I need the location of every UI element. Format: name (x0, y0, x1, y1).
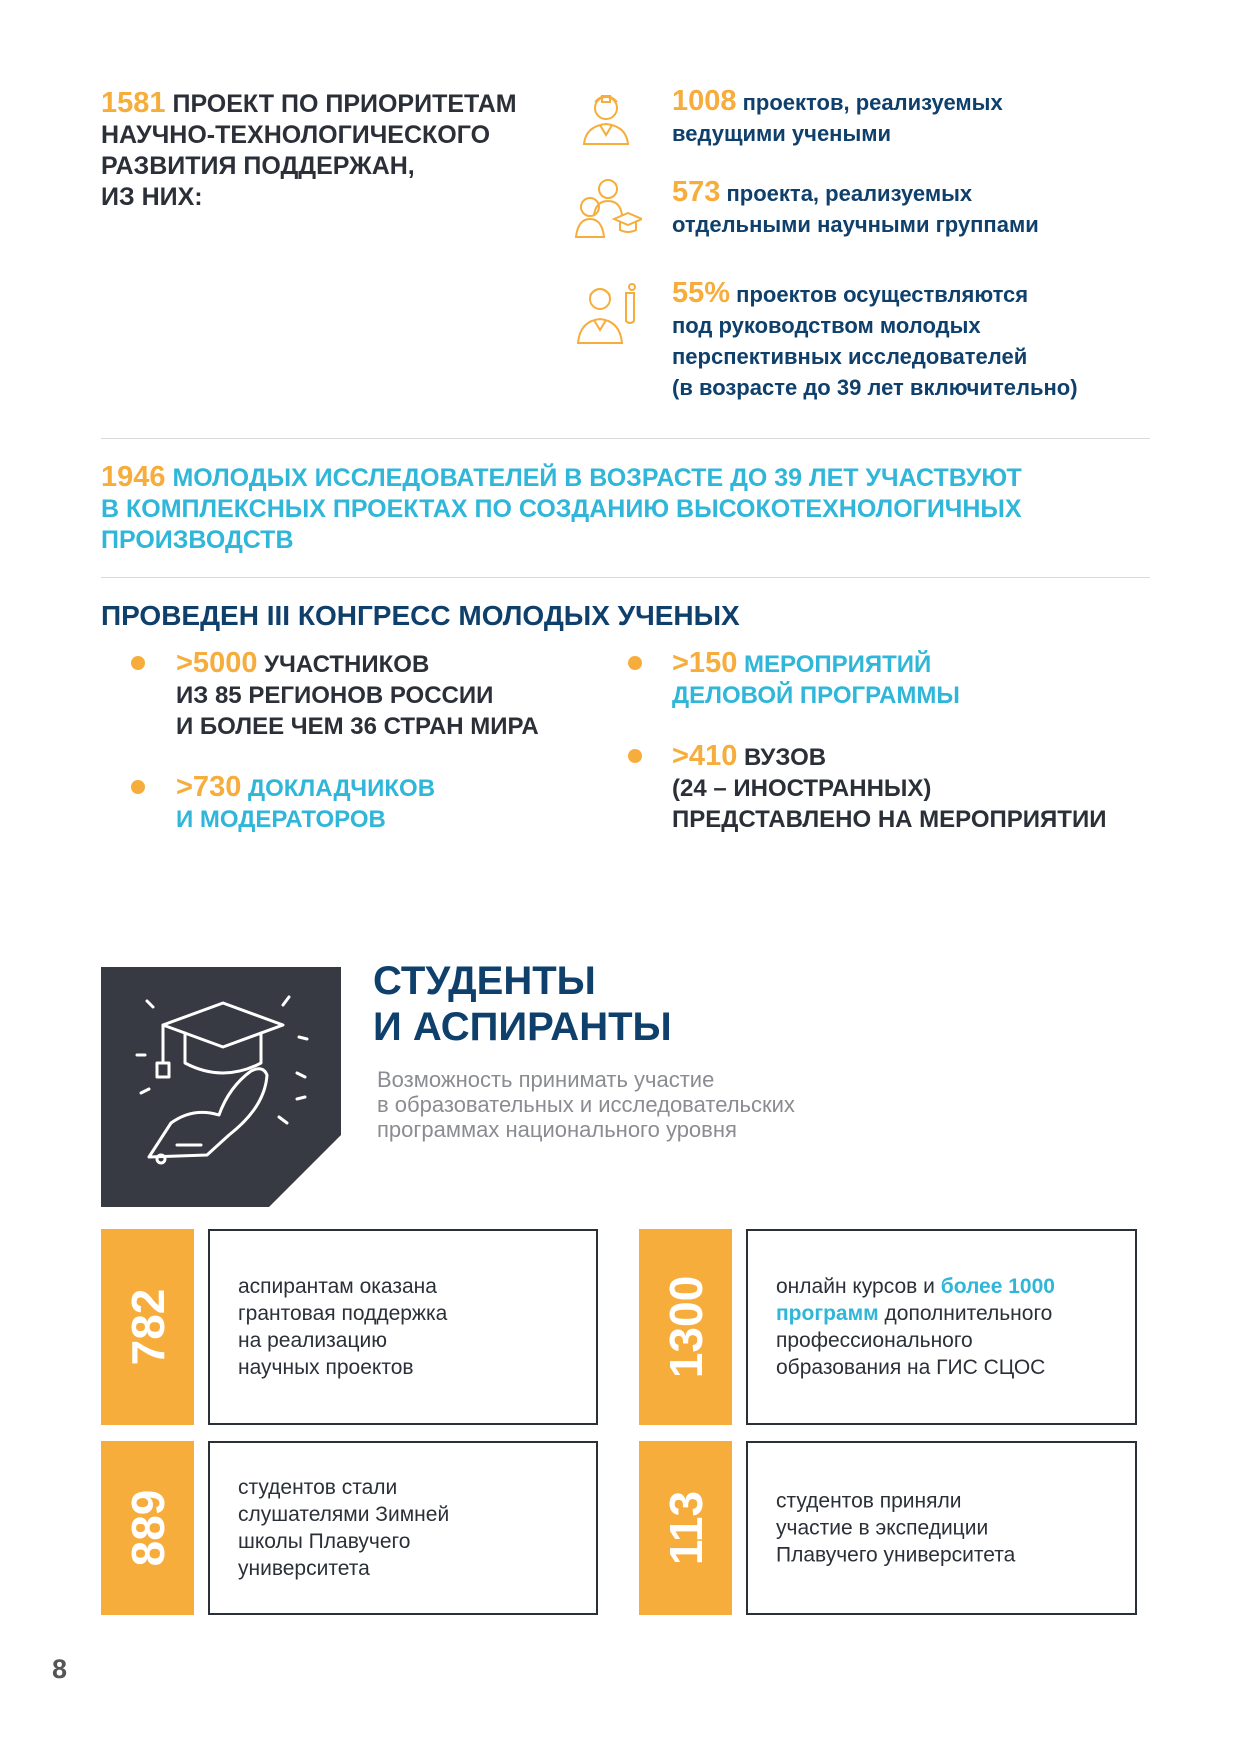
supported-number: 1581 (101, 87, 166, 119)
events-text: МЕРОПРИЯТИЙ (744, 651, 932, 678)
events-line: ДЕЛОВОЙ ПРОГРАММЫ (672, 682, 960, 709)
stat-card (208, 1441, 598, 1615)
participants-number: >5000 (176, 647, 258, 679)
bullet (628, 656, 642, 670)
stat-line: школы Плавучего (238, 1530, 411, 1553)
supported-line: НАУЧНО-ТЕХНОЛОГИЧЕСКОГО (101, 121, 491, 149)
divider (101, 438, 1150, 439)
stat-line: студентов стали (238, 1476, 398, 1499)
stat-bar (639, 1229, 732, 1425)
stat-bar (101, 1229, 194, 1425)
divider (101, 577, 1150, 578)
young-line: ПРОИЗВОДСТВ (101, 526, 294, 554)
research-group-icon (572, 175, 642, 241)
stat-line: грантовая поддержка (238, 1302, 448, 1325)
fact-number: 55% (672, 277, 731, 309)
stat-card (746, 1229, 1137, 1425)
universities-number: >410 (672, 740, 738, 772)
stat-description (238, 1273, 576, 1381)
fact-line: перспективных исследователей (672, 344, 1028, 369)
supported-line: ИЗ НИХ: (101, 183, 203, 211)
supported-text: ПРОЕКТ ПО ПРИОРИТЕТАМ (172, 90, 517, 118)
stat-number: 889 (121, 1489, 174, 1567)
congress-title: ПРОВЕДЕН III КОНГРЕСС МОЛОДЫХ УЧЕНЫХ (101, 600, 740, 631)
subtitle-line: программах национального уровня (377, 1117, 737, 1142)
stat-line: профессионального (776, 1329, 973, 1352)
stat-line: на реализацию (238, 1329, 387, 1352)
section-title-line: И АСПИРАНТЫ (373, 1005, 672, 1049)
fact-text: проекта, реализуемых (726, 181, 973, 206)
stat-line: участие в экспедиции (776, 1516, 989, 1540)
participants-line: ИЗ 85 РЕГИОНОВ РОССИИ (176, 682, 494, 709)
universities-line: (24 – ИНОСТРАННЫХ) (672, 775, 932, 802)
stat-line: аспирантам оказана (238, 1275, 437, 1298)
fact-text: проектов осуществляются (736, 282, 1029, 307)
participants-line: И БОЛЕЕ ЧЕМ 36 СТРАН МИРА (176, 713, 539, 740)
congress-universities (672, 741, 1192, 835)
stat-card (208, 1229, 598, 1425)
stat-description (238, 1474, 576, 1582)
stat-number: 113 (659, 1490, 712, 1566)
stat-line: слушателями Зимней (238, 1503, 450, 1526)
supported-line: РАЗВИТИЯ ПОДДЕРЖАН, (101, 152, 415, 180)
bullet (628, 749, 642, 763)
young-line: В КОМПЛЕКСНЫХ ПРОЕКТАХ ПО СОЗДАНИЮ ВЫСОКОТЕХНОЛОГИЧНЫХ (101, 495, 1022, 523)
subtitle-line: Возможность принимать участие (377, 1067, 715, 1092)
fact-item (672, 86, 1192, 149)
participants-text: УЧАСТНИКОВ (264, 651, 430, 678)
section-title (373, 958, 672, 1050)
fact-number: 1008 (672, 85, 737, 117)
congress-participants (176, 648, 596, 742)
stat-highlight: программ (776, 1302, 879, 1325)
stat-number: 1300 (659, 1275, 712, 1379)
stat-number: 782 (121, 1288, 174, 1366)
young-researchers-block (101, 462, 1181, 556)
congress-events (672, 648, 1192, 711)
young-researcher-icon (574, 283, 638, 345)
speakers-number: >730 (176, 771, 242, 803)
fact-text: проектов, реализуемых (742, 90, 1003, 115)
universities-line: ПРЕДСТАВЛЕНО НА МЕРОПРИЯТИИ (672, 806, 1107, 833)
subtitle-line: в образовательных и исследовательских (377, 1092, 795, 1117)
stat-line: студентов приняли (776, 1489, 962, 1513)
graduation-cap-hand-icon (101, 967, 341, 1207)
fact-line: ведущими учеными (672, 121, 892, 146)
congress-speakers (176, 772, 596, 835)
fact-item (672, 177, 1192, 240)
young-number: 1946 (101, 461, 166, 493)
stat-bar (101, 1441, 194, 1615)
fact-line: под руководством молодых (672, 313, 981, 338)
stat-line: образования на ГИС СЦОС (776, 1356, 1046, 1379)
section-title-line: СТУДЕНТЫ (373, 959, 596, 1003)
fact-item (672, 278, 1192, 403)
stat-card (746, 1441, 1137, 1615)
speakers-line: И МОДЕРАТОРОВ (176, 806, 386, 833)
young-text: МОЛОДЫХ ИССЛЕДОВАТЕЛЕЙ В ВОЗРАСТЕ ДО 39 ЛЕТ УЧАСТВУЮТ (172, 464, 1022, 492)
stat-bar (639, 1441, 732, 1615)
stat-description (776, 1273, 1115, 1381)
stat-description (776, 1488, 1115, 1569)
speakers-text: ДОКЛАДЧИКОВ (248, 775, 436, 802)
scientist-icon (578, 88, 634, 148)
fact-line: (в возрасте до 39 лет включительно) (672, 375, 1078, 400)
stat-highlight: более 1000 (940, 1275, 1055, 1298)
bullet (131, 656, 145, 670)
stat-line: Плавучего университета (776, 1543, 1016, 1567)
stat-line: научных проектов (238, 1356, 414, 1379)
events-number: >150 (672, 647, 738, 679)
fact-line: отдельными научными группами (672, 212, 1039, 237)
universities-text: ВУЗОВ (744, 744, 827, 771)
stat-line: университета (238, 1557, 370, 1580)
stat-text: онлайн курсов и (776, 1275, 935, 1298)
fact-number: 573 (672, 176, 721, 208)
bullet (131, 780, 145, 794)
stat-text: дополнительного (884, 1302, 1053, 1325)
section-subtitle (377, 1067, 977, 1142)
supported-projects-block (101, 88, 561, 213)
page-number: 8 (52, 1654, 68, 1684)
